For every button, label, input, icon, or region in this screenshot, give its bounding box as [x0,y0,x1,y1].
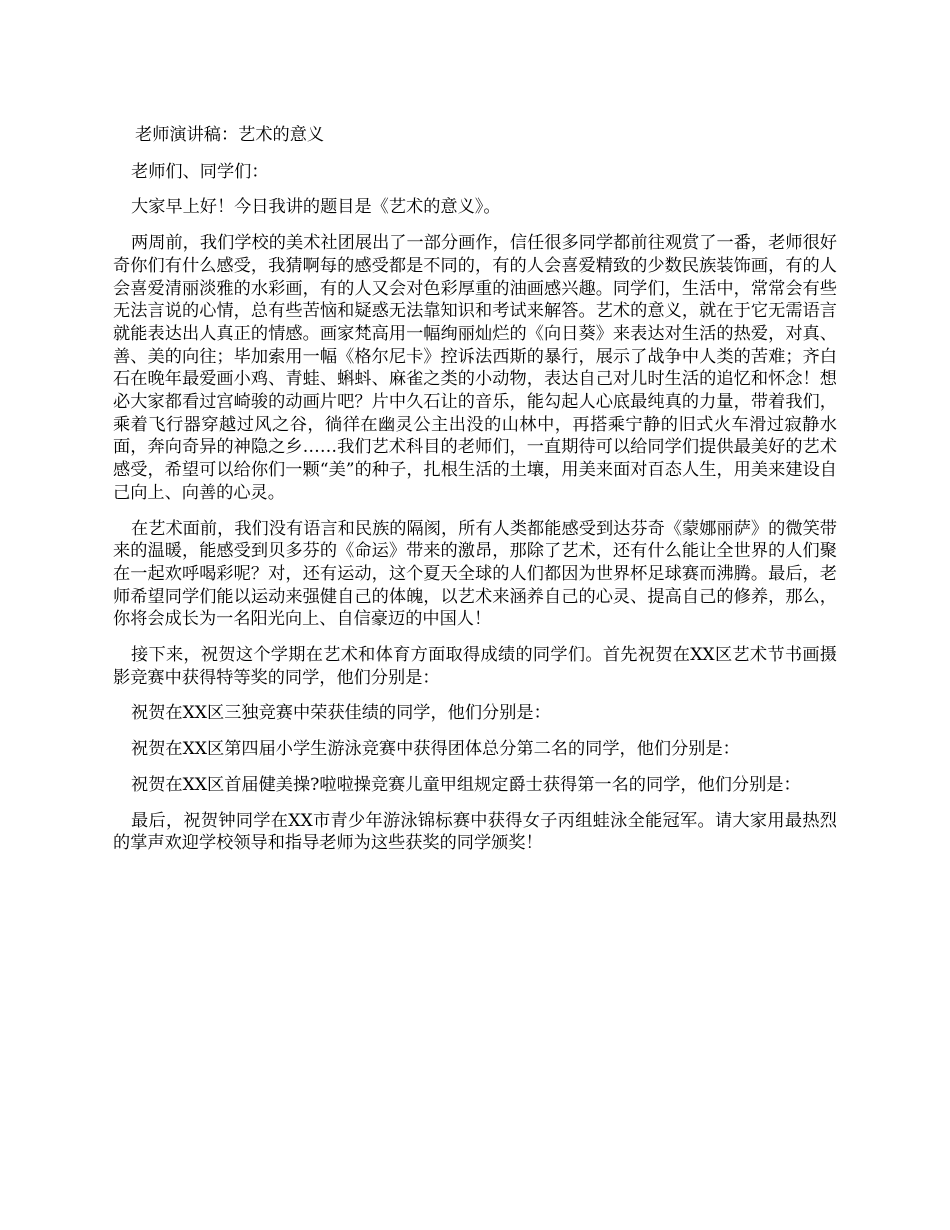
paragraph-award-swimming-team: 祝贺在XX区第四届小学生游泳竞赛中获得团体总分第二名的同学，他们分别是： [131,739,740,760]
paragraph-award-aerobics: 祝贺在XX区首届健美操?啦啦操竞赛儿童甲组规定爵士获得第一名的同学，他们分别是： [131,774,801,795]
document-title: 老师演讲稿：艺术的意义 [135,125,325,145]
paragraph-art-exhibition: 两周前，我们学校的美术社团展出了一部分画作，信任很多同学都前往观赏了一番，老师很好奇你们有什么感受，我猜啊每的感受都是不同的，有的人会喜爱精致的少数民族装饰画，有的人会喜爱清丽淡雅的水彩画，有的人又会对色彩厚重的油画感兴趣。同学们，生活中，常常会有些无法言说的心情，总有些苦恼和疑惑无法靠知识和考试来解答。艺术的意义，就在于它无需语言就能表达出人真正的情感。画家梵高用一幅绚丽灿烂的《向日葵》来表达对生活的热爱，对真、善、美的向往；毕加索用一幅《格尔尼卡》控诉法西斯的暴行，展示了战争中人类的苦难；齐白石在晚年最爱画小鸡、青蛙、蝌蚪、麻雀之类的小动物，表达自己对儿时生活的追忆和怀念！想必大家都看过宫崎骏的动画片吧？片中久石让的音乐，能勾起人心底最纯真的力量，带着我们，乘着飞行器穿越过风之谷，徜徉在幽灵公主出没的山林中，再搭乘宁静的旧式火车滑过寂静水面，奔向奇异的神隐之乡……我们艺术科目的老师们，一直期待可以给同学们提供最美好的艺术感受，希望可以给你们一颗“美”的种子，扎根生活的土壤，用美来面对百态人生，用美来建设自己向上、向善的心灵。 [113,233,837,503]
paragraph-greeting: 大家早上好！今日我讲的题目是《艺术的意义》。 [131,197,501,218]
paragraph-art-and-sport: 在艺术面前，我们没有语言和民族的隔阂，所有人类都能感受到达芬奇《蒙娜丽萨》的微笑带来的温暖，能感受到贝多芬的《命运》带来的激昂，那除了艺术，还有什么能让全世界的人们聚在一起欢呼喝彩呢？对，还有运动，这个夏天全球的人们都因为世界杯足球赛而沸腾。最后，老师希望同学们能以运动来强健自己的体魄，以艺术来涵养自己的心灵、提高自己的修养，那么，你将会成长为一名阳光向上、自信豪迈的中国人！ [113,518,837,630]
document-page [113,124,837,868]
paragraph-closing: 最后，祝贺钟同学在XX市青少年游泳锦标赛中获得女子丙组蛙泳全能冠军。请大家用最热烈的掌声欢迎学校领导和指导老师为这些获奖的同学颁奖！ [113,810,837,854]
paragraph-award-painting: 接下来，祝贺这个学期在艺术和体育方面取得成绩的同学们。首先祝贺在XX区艺术节书画摄影竞赛中获得特等奖的同学，他们分别是： [113,645,837,688]
paragraph-award-solo: 祝贺在XX区三独竞赛中荣获佳绩的同学，他们分别是： [131,703,551,724]
salutation: 老师们、同学们： [131,161,269,182]
